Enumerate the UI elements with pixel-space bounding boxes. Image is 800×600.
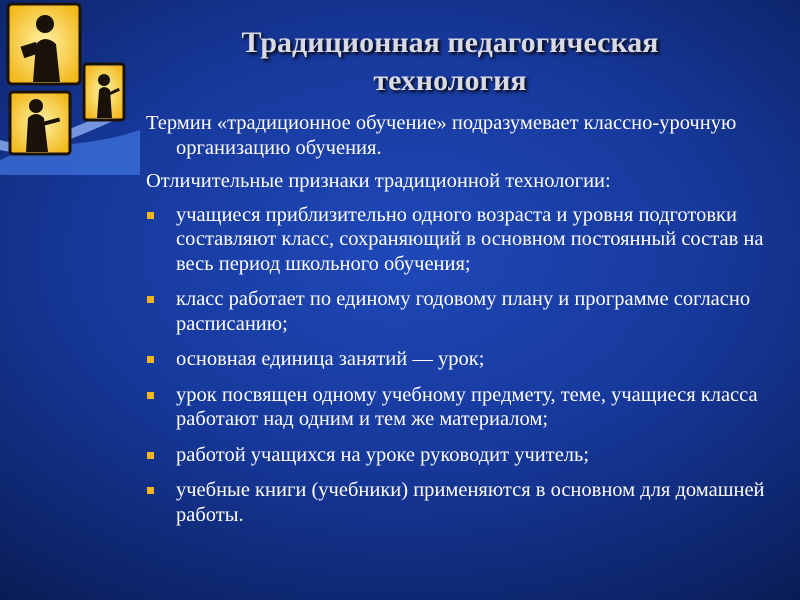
list-item: [146, 478, 776, 527]
square-bullet-icon: [147, 356, 154, 363]
square-bullet-icon: [147, 452, 154, 459]
list-item: [146, 347, 776, 372]
square-bullet-icon: [147, 296, 154, 303]
list-item-text: урок посвящен одному учебному предмету, теме, учащиеся класса работают над одним и тем же материалом;: [176, 383, 758, 430]
slide-body: [146, 111, 776, 538]
features-heading: Отличительные признаки традиционной технологии:: [146, 170, 611, 192]
square-bullet-icon: [147, 392, 154, 399]
list-item-text: работой учащихся на уроке руководит учитель;: [176, 443, 590, 466]
list-item: [146, 287, 776, 336]
square-bullet-icon: [147, 487, 154, 494]
list-item: [146, 443, 776, 468]
intro-paragraph: Термин «традиционное обучение» подразумевает классно-урочную организацию обучения.: [146, 112, 737, 159]
features-list: [146, 203, 776, 528]
list-item-text: учащиеся приблизительно одного возраста и уровня подготовки составляют класс, сохраняющий в основном постоянный состав на весь период школьного обучения;: [176, 203, 764, 275]
list-item: [146, 383, 776, 432]
square-bullet-icon: [147, 212, 154, 219]
list-item-text: основная единица занятий — урок;: [176, 348, 485, 370]
list-item-text: класс работает по единому годовому плану и программе согласно расписанию;: [176, 288, 751, 335]
list-item-text: учебные книги (учебники) применяются в основном для домашней работы.: [176, 479, 765, 526]
slide-title: Традиционная педагогическая технология: [241, 26, 659, 97]
school-silhouettes-clipart: [0, 0, 140, 175]
list-item: [146, 203, 776, 277]
